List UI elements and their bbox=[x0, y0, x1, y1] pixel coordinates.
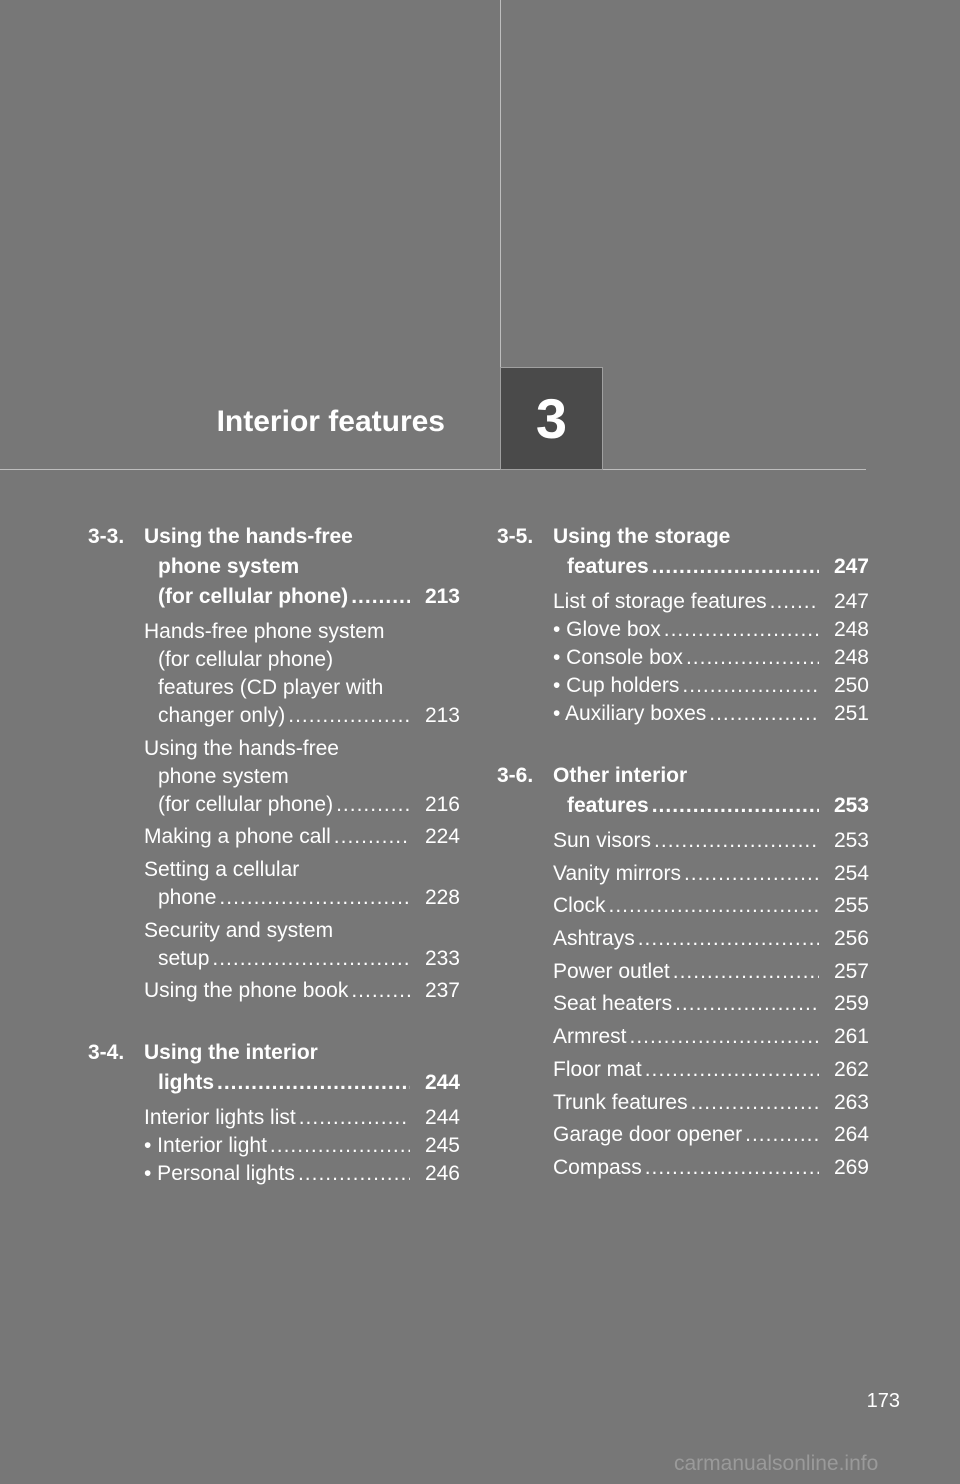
toc-entry[interactable] bbox=[144, 856, 460, 912]
entry-text: Seat heaters bbox=[553, 992, 673, 1016]
dot-leader bbox=[609, 892, 819, 920]
dot-leader bbox=[682, 672, 819, 700]
section-page: 253 bbox=[833, 794, 869, 817]
toc-entry[interactable] bbox=[553, 860, 869, 888]
section-page: 213 bbox=[424, 585, 460, 608]
section-title-line: Using the storage bbox=[553, 525, 731, 548]
entry-page: 247 bbox=[833, 590, 869, 613]
toc-entry[interactable] bbox=[553, 827, 869, 855]
entry-text: Clock bbox=[553, 894, 606, 918]
entry-text: Using the phone book bbox=[144, 979, 349, 1003]
section-heading bbox=[497, 522, 869, 582]
section-number: 3-4. bbox=[88, 1041, 125, 1064]
section-page: 244 bbox=[424, 1071, 460, 1094]
entry-page: 224 bbox=[424, 825, 460, 849]
toc-entry[interactable] bbox=[553, 644, 869, 672]
toc-entry[interactable] bbox=[144, 735, 460, 819]
section-heading bbox=[497, 761, 869, 821]
dot-leader bbox=[270, 1132, 410, 1160]
section-title-line: (for cellular phone) bbox=[158, 585, 349, 608]
toc-entry[interactable] bbox=[553, 616, 869, 644]
toc-entry[interactable] bbox=[553, 925, 869, 953]
entry-text: changer only) bbox=[158, 704, 286, 727]
entry-page: 261 bbox=[833, 1025, 869, 1049]
dot-leader bbox=[645, 1154, 819, 1182]
entry-text: • Interior light bbox=[144, 1134, 267, 1157]
entry-page: 213 bbox=[424, 704, 460, 727]
entry-text: List of storage features bbox=[553, 590, 767, 613]
entry-text: Security and system bbox=[144, 918, 334, 942]
entry-page: 228 bbox=[424, 886, 460, 910]
dot-leader bbox=[745, 1121, 819, 1149]
chapter-number-tab: 3 bbox=[500, 367, 603, 470]
entry-page: 253 bbox=[833, 829, 869, 852]
entry-page: 216 bbox=[424, 792, 460, 816]
entry-text: (for cellular phone) bbox=[158, 648, 334, 671]
entry-page: 254 bbox=[833, 861, 869, 885]
entry-text: Sun visors bbox=[553, 829, 652, 852]
entry-text: Compass bbox=[553, 1155, 642, 1179]
section-title-line: lights bbox=[158, 1071, 214, 1094]
section-title-line: phone system bbox=[158, 555, 300, 578]
entry-text: Garage door opener bbox=[553, 1123, 743, 1147]
section-heading bbox=[88, 522, 460, 612]
dot-leader bbox=[630, 1023, 820, 1051]
dot-leader bbox=[654, 827, 819, 855]
dot-leader bbox=[652, 552, 819, 582]
toc-section-3-5 bbox=[497, 522, 869, 728]
dot-leader bbox=[298, 1160, 410, 1188]
entry-text: (for cellular phone) bbox=[158, 792, 334, 816]
dot-leader bbox=[664, 616, 819, 644]
entry-text: Interior lights list bbox=[144, 1106, 296, 1129]
section-title-line: Using the hands-free bbox=[144, 525, 353, 548]
entry-text: Using the hands-free bbox=[144, 736, 339, 760]
entry-text: Floor mat bbox=[553, 1057, 642, 1081]
section-title-line: features bbox=[567, 794, 649, 817]
dot-leader bbox=[638, 925, 819, 953]
dot-leader bbox=[691, 1089, 819, 1117]
chapter-title: Interior features bbox=[216, 405, 445, 438]
page-number: 173 bbox=[866, 1390, 900, 1412]
dot-leader bbox=[336, 791, 410, 819]
toc-entry[interactable] bbox=[553, 1121, 869, 1149]
dot-leader bbox=[288, 702, 410, 730]
entry-text: Hands-free phone system bbox=[144, 620, 385, 643]
section-heading bbox=[88, 1038, 460, 1098]
toc-section-3-4 bbox=[88, 1038, 460, 1188]
entry-text: setup bbox=[158, 946, 210, 970]
toc-entry[interactable] bbox=[553, 1154, 869, 1182]
toc-entry[interactable] bbox=[553, 1089, 869, 1117]
entry-text: Vanity mirrors bbox=[553, 861, 681, 885]
toc-section-3-6 bbox=[497, 761, 869, 1187]
toc-entry[interactable] bbox=[553, 990, 869, 1018]
entry-page: 246 bbox=[424, 1162, 460, 1185]
toc-entry[interactable] bbox=[144, 1132, 460, 1160]
entry-page: 255 bbox=[833, 894, 869, 918]
dot-leader bbox=[770, 588, 819, 616]
dot-leader bbox=[299, 1104, 410, 1132]
dot-leader bbox=[652, 791, 819, 821]
entry-page: 269 bbox=[833, 1155, 869, 1179]
toc-entry[interactable] bbox=[553, 1056, 869, 1084]
dot-leader bbox=[217, 1068, 410, 1098]
dot-leader bbox=[709, 700, 819, 728]
entry-text: phone system bbox=[158, 764, 289, 788]
entry-text: features (CD player with bbox=[158, 676, 384, 699]
dot-leader bbox=[684, 860, 819, 888]
toc-entry[interactable] bbox=[144, 618, 460, 730]
dot-leader bbox=[645, 1056, 819, 1084]
toc-entry[interactable] bbox=[553, 588, 869, 616]
section-number: 3-3. bbox=[88, 525, 125, 548]
toc-entry[interactable] bbox=[144, 823, 460, 851]
entry-page: 248 bbox=[833, 618, 869, 641]
dot-leader bbox=[675, 990, 819, 1018]
dot-leader bbox=[334, 823, 410, 851]
dot-leader bbox=[686, 644, 819, 672]
watermark: carmanualsonline.info bbox=[674, 1452, 879, 1475]
entry-page: 263 bbox=[833, 1090, 869, 1114]
dot-leader bbox=[673, 958, 819, 986]
toc-section-3-3 bbox=[88, 522, 460, 1010]
entry-page: 244 bbox=[424, 1106, 460, 1129]
entry-text: • Cup holders bbox=[553, 674, 680, 697]
entry-page: 245 bbox=[424, 1134, 460, 1157]
section-title-line: features bbox=[567, 555, 649, 578]
entry-text: Ashtrays bbox=[553, 927, 635, 951]
entry-page: 262 bbox=[833, 1057, 869, 1081]
toc-entry[interactable] bbox=[553, 1023, 869, 1051]
toc-entry[interactable] bbox=[144, 1160, 460, 1188]
entry-text: Making a phone call bbox=[144, 825, 331, 849]
section-number: 3-5. bbox=[497, 525, 534, 548]
toc-entry[interactable] bbox=[144, 977, 460, 1005]
section-title-line: Using the interior bbox=[144, 1041, 318, 1064]
toc-entry[interactable] bbox=[553, 892, 869, 920]
dot-leader bbox=[219, 884, 410, 912]
entry-text: • Auxiliary boxes bbox=[553, 702, 707, 725]
section-page: 247 bbox=[833, 555, 869, 578]
toc-entry[interactable] bbox=[553, 700, 869, 728]
section-title-line: Other interior bbox=[553, 764, 688, 787]
dot-leader bbox=[351, 977, 410, 1005]
entry-text: • Personal lights bbox=[144, 1162, 295, 1185]
entry-text: • Console box bbox=[553, 646, 683, 669]
entry-page: 264 bbox=[833, 1123, 869, 1147]
toc-entry[interactable] bbox=[144, 1104, 460, 1132]
entry-page: 256 bbox=[833, 927, 869, 951]
entry-text: phone bbox=[158, 886, 217, 910]
entry-text: • Glove box bbox=[553, 618, 661, 641]
entry-page: 250 bbox=[833, 674, 869, 697]
dot-leader bbox=[351, 582, 410, 612]
toc-entry[interactable] bbox=[553, 958, 869, 986]
toc-entry[interactable] bbox=[553, 672, 869, 700]
entry-text: Armrest bbox=[553, 1025, 627, 1049]
entry-text: Setting a cellular bbox=[144, 858, 300, 882]
entry-page: 237 bbox=[424, 979, 460, 1003]
toc-entry[interactable] bbox=[144, 917, 460, 973]
entry-page: 251 bbox=[833, 702, 869, 725]
entry-page: 257 bbox=[833, 959, 869, 983]
entry-text: Trunk features bbox=[553, 1090, 688, 1114]
horizontal-rule bbox=[0, 469, 866, 470]
entry-page: 248 bbox=[833, 646, 869, 669]
section-number: 3-6. bbox=[497, 764, 534, 787]
entry-page: 233 bbox=[424, 946, 460, 970]
dot-leader bbox=[212, 945, 410, 973]
entry-page: 259 bbox=[833, 992, 869, 1016]
entry-text: Power outlet bbox=[553, 959, 670, 983]
